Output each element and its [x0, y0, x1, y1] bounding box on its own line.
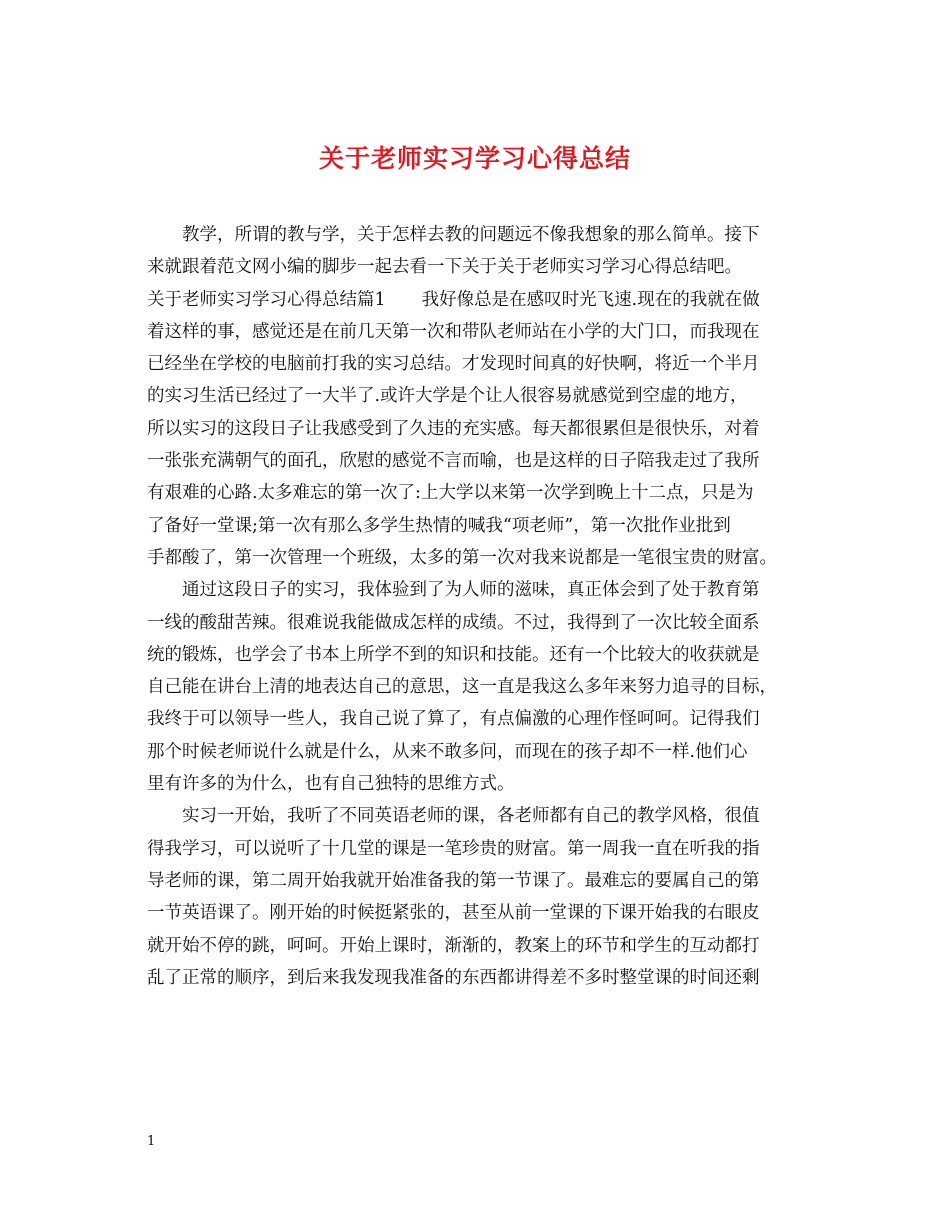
- body-line: [147, 930, 827, 962]
- body-line: [147, 445, 827, 477]
- body-line-text: 那个时候老师说什么就是什么，从来不敢多问，而现在的孩子却不一样.他们心: [147, 741, 748, 762]
- body-line-text: 手都酸了，第一次管理一个班级，太多的第一次对我来说都是一笔很宝贵的财富。: [147, 547, 777, 568]
- body-line-text: 自己能在讲台上清的地表达自己的意思，这一直是我这么多年来努力追寻的目标，: [147, 677, 777, 698]
- document-body: [147, 219, 827, 994]
- body-line-text: 所以实习的这段日子让我感受到了久违的充实感。每天都很累但是很快乐，对着: [147, 418, 760, 439]
- body-line-text: 一线的酸甜苦辣。很难说我能做成怎样的成绩。不过，我得到了一次比较全面系: [147, 612, 760, 633]
- body-line: [147, 219, 827, 251]
- body-line-text: 的实习生活已经过了一大半了.或许大学是个让人很容易就感觉到空虚的地方，: [147, 386, 748, 407]
- body-line: [147, 251, 827, 283]
- body-line: [147, 607, 827, 639]
- body-line-text: 乱了正常的顺序，到后来我发现我准备的东西都讲得差不多时整堂课的时间还剩: [147, 967, 760, 988]
- body-line: [147, 510, 827, 542]
- body-line: [147, 316, 827, 348]
- body-line-text: 一张张充满朝气的面孔，欣慰的感觉不言而喻，也是这样的日子陪我走过了我所: [147, 451, 760, 472]
- page-number: 1: [147, 1134, 156, 1149]
- body-line: [147, 380, 827, 412]
- body-line: [147, 284, 827, 316]
- body-line: [147, 703, 827, 735]
- body-line: [147, 865, 827, 897]
- body-line-text: 关于老师实习学习心得总结篇1: [147, 289, 386, 310]
- body-line: [147, 833, 827, 865]
- body-line-text: 里有许多的为什么，也有自己独特的思维方式。: [147, 774, 515, 795]
- body-line: [147, 768, 827, 800]
- document-title: 关于老师实习学习心得总结: [318, 144, 631, 173]
- body-line-text: 来就跟着范文网小编的脚步一起去看一下关于关于老师实习学习心得总结吧。: [147, 257, 742, 278]
- body-line-text: 已经坐在学校的电脑前打我的实习总结。才发现时间真的好快啊，将近一个半月: [147, 354, 760, 375]
- body-line: [147, 671, 827, 703]
- body-line-text: 一节英语课了。刚开始的时候挺紧张的，甚至从前一堂课的下课开始我的右眼皮: [147, 903, 760, 924]
- body-line: [147, 897, 827, 929]
- body-line: [147, 800, 827, 832]
- body-line-text: 了备好一堂课;第一次有那么多学生热情的喊我“项老师”，第一次批作业批到: [147, 515, 731, 536]
- body-line: [147, 413, 827, 445]
- body-line: [147, 574, 827, 606]
- body-line-text: 统的锻炼，也学会了书本上所学不到的知识和技能。还有一个比较大的收获就是: [147, 644, 760, 665]
- body-line-text: 我终于可以领导一些人，我自己说了算了，有点偏激的心理作怪呵呵。记得我们: [147, 709, 760, 730]
- body-line-text: 导老师的课，第二周开始我就开始准备我的第一节课了。最难忘的要属自己的第: [147, 870, 760, 891]
- body-line-text: 通过这段日子的实习，我体验到了为人师的滋味，真正体会到了处于教育第: [182, 580, 760, 601]
- body-line: [147, 477, 827, 509]
- body-line-text: 着这样的事，感觉还是在前几天第一次和带队老师站在小学的大门口，而我现在: [147, 321, 760, 342]
- body-line-text: 得我学习，可以说听了十几堂的课是一笔珍贵的财富。第一周我一直在听我的指: [147, 838, 760, 859]
- body-line-text: 就开始不停的跳，呵呵。开始上课时，渐渐的，教案上的环节和学生的互动都打: [147, 935, 760, 956]
- body-line-text: 教学，所谓的教与学，关于怎样去教的问题远不像我想象的那么简单。接下: [182, 225, 760, 245]
- body-line: [147, 348, 827, 380]
- body-line-text: 实习一开始，我听了不同英语老师的课，各老师都有自己的教学风格，很值: [182, 806, 760, 827]
- body-line-text-continued: 我好像总是在感叹时光飞速.现在的我就在做: [421, 289, 760, 310]
- body-line-text: 有艰难的心路.太多难忘的第一次了:上大学以来第一次学到晚上十二点，只是为: [147, 483, 754, 504]
- body-line: [147, 962, 827, 994]
- body-line: [147, 736, 827, 768]
- body-line: [147, 639, 827, 671]
- body-line: [147, 542, 827, 574]
